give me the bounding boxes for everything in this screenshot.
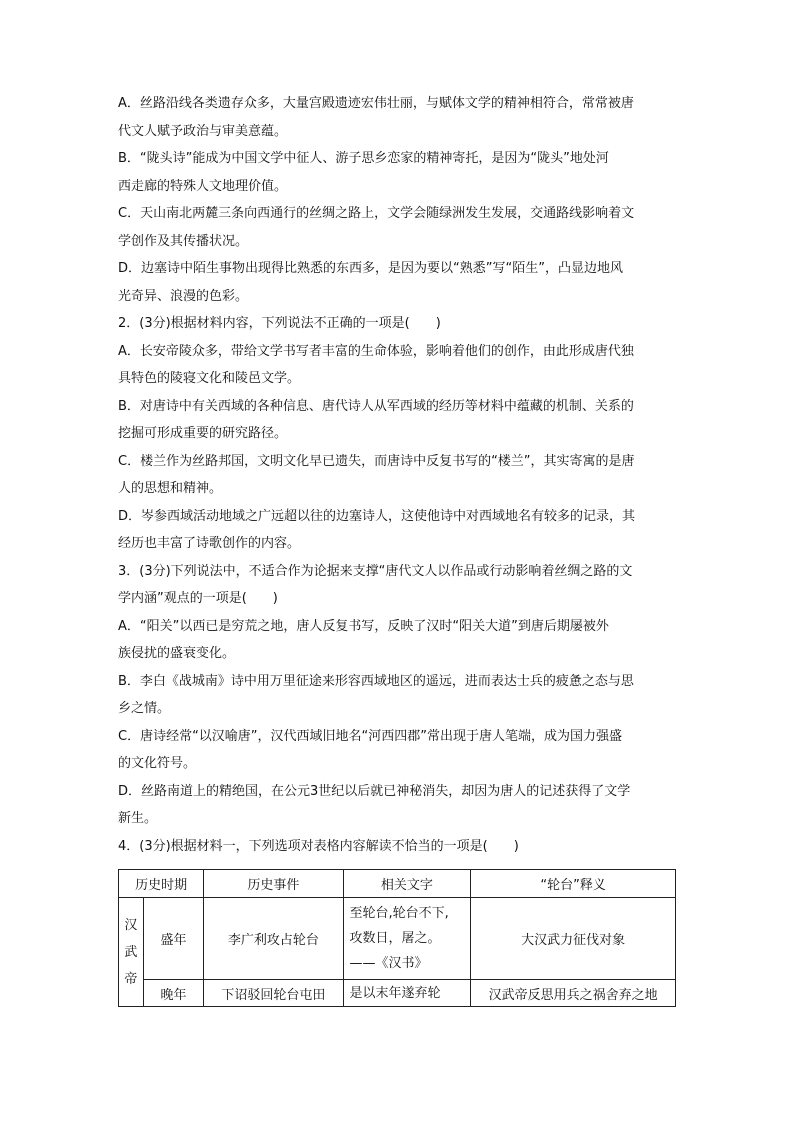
- text-line: 族侵扰的盛衰变化。: [118, 646, 236, 661]
- text-line: 学创作及其传播状况。: [118, 233, 249, 249]
- text-line: 是以末年遂弃轮: [349, 985, 441, 1001]
- period-cell: 晚年: [143, 980, 203, 1007]
- dynasty-cell: [119, 898, 144, 1007]
- text-line: A．长安帝陵众多，带给文学书写者丰富的生命体验，影响着他们的创作，由此形成唐代独: [118, 343, 634, 359]
- text-line: A．丝路沿线各类遗存众多，大量宫殿遗迹宏伟壮丽，与赋体文学的精神相符合，常常被唐: [118, 96, 634, 111]
- text-line: A．“阳关”以西已是穷荒之地，唐人反复书写，反映了汉时“阳关大道”到唐后期屡被外: [118, 618, 609, 634]
- question-3-stem: 3．(3分)下列说法中，不适合作为论据来支撑“唐代文人以作品或行动影响着丝绸之路的文: [118, 563, 633, 579]
- text-line: C．天山南北两麓三条向西通行的丝绸之路上，文学会随绿洲发生发展，交通路线影响着文: [118, 206, 635, 221]
- text-line: 的文化符号。: [118, 756, 197, 771]
- text-line: 代文人赋予政治与审美意蕴。: [118, 123, 288, 139]
- text-line: ——《汉书》: [349, 956, 428, 971]
- text-line: 攻数日，屠之。: [349, 931, 441, 946]
- dynasty-char: 汉: [124, 917, 138, 933]
- event-cell: 下诏驳回轮台屯田: [204, 980, 343, 1007]
- text-line: 经历也丰富了诗歌创作的内容。: [118, 536, 301, 551]
- text-line: 具特色的陵寝文化和陵邑文学。: [118, 371, 301, 386]
- text-line: D．岑参西域活动地域之广远超以往的边塞诗人，这使他诗中对西域地名有较多的记录，其: [118, 508, 636, 524]
- header-text: 相关文字: [343, 870, 471, 898]
- text-line: 挖掘可形成重要的研究路径。: [118, 426, 288, 441]
- text-line: C．唐诗经常“以汉喻唐”，汉代西域旧地名“河西四郡”常出现于唐人笔端，成为国力强盛: [118, 728, 623, 744]
- dynasty-char: 帝: [124, 971, 138, 987]
- text-line: B．对唐诗中有关西域的各种信息、唐代诗人从军西域的经历等材料中蕴藏的机制、关系的: [118, 398, 634, 414]
- question-text: [118, 90, 680, 860]
- table-row: [119, 980, 676, 1007]
- event-cell: 李广利攻占轮台: [204, 898, 343, 980]
- text-line: C．楼兰作为丝路邦国，文明文化早已遗失，而唐诗中反复书写的“楼兰”，其实寄寓的是唐: [118, 453, 635, 469]
- text-line: D．边塞诗中陌生事物出现得比熟悉的东西多，是因为要以“熟悉”写“陌生”，凸显边地风: [118, 261, 623, 276]
- text-line: 西走廊的特殊人文地理价值。: [118, 178, 288, 194]
- dynasty-char: 武: [124, 944, 138, 960]
- header-period: 历史时期: [119, 870, 204, 898]
- header-meaning: “轮台”释义: [471, 870, 676, 898]
- period-cell: 盛年: [143, 898, 203, 980]
- text-line: 乡之情。: [118, 701, 171, 716]
- question-2-stem: 2．(3分)根据材料内容，下列说法不正确的一项是( ): [118, 316, 441, 331]
- text-line: D．丝路南道上的精绝国，在公元3世纪以后就已神秘消失，却因为唐人的记述获得了文学: [118, 783, 631, 799]
- text-cell: [343, 980, 471, 1007]
- meaning-cell: 汉武帝反思用兵之祸舍弃之地: [471, 980, 676, 1007]
- question-4-stem: 4．(3分)根据材料一，下列选项对表格内容解读不恰当的一项是( ): [118, 838, 519, 854]
- text-line: 学内涵”观点的一项是( ): [118, 591, 278, 606]
- text-cell: [343, 898, 471, 980]
- text-line: 至轮台,轮台不下,: [349, 906, 449, 921]
- meaning-cell: 大汉武力征伐对象: [471, 898, 676, 980]
- text-line: B．李白《战城南》诗中用万里征途来形容西域地区的遥远，进而表达士兵的疲惫之态与思: [118, 673, 634, 689]
- text-line: 人的思想和精神。: [118, 481, 223, 496]
- text-line: 光奇异、浪漫的色彩。: [118, 288, 249, 304]
- text-line: 新生。: [118, 811, 158, 826]
- text-line: B．“陇头诗”能成为中国文学中征人、游子思乡恋家的精神寄托，是因为“陇头”地处河: [118, 151, 609, 166]
- lunta-table: [118, 869, 676, 1007]
- header-event: 历史事件: [204, 870, 343, 898]
- table-row: [119, 898, 676, 980]
- table-header-row: [119, 870, 676, 898]
